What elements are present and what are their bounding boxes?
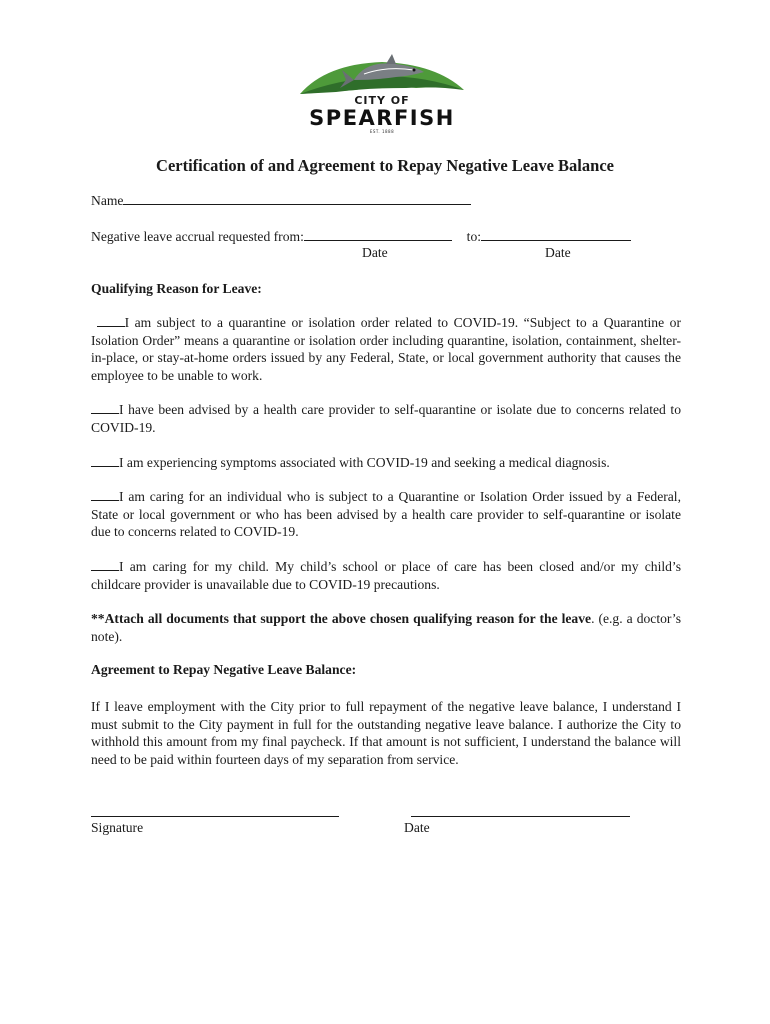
reason-checkbox-blank[interactable]: [97, 314, 125, 327]
accrual-label: Negative leave accrual requested from:: [91, 229, 304, 244]
reason-item: [91, 488, 681, 541]
logo-city-of: CITY OF: [354, 94, 410, 107]
agreement-heading: Agreement to Repay Negative Leave Balance:: [91, 662, 357, 677]
attach-note: [91, 610, 681, 645]
reason-item: [91, 558, 681, 593]
name-row: [91, 192, 471, 209]
reason-checkbox-blank[interactable]: [91, 488, 119, 501]
reason-item: [91, 401, 681, 436]
accrual-row: [91, 228, 631, 245]
reason-item: [91, 314, 681, 384]
from-date-caption: Date: [362, 245, 388, 260]
reason-checkbox-blank[interactable]: [91, 401, 119, 414]
reason-item: [91, 454, 681, 472]
accrual-from-date-field[interactable]: [304, 228, 452, 241]
reason-checkbox-blank[interactable]: [91, 454, 119, 467]
city-logo: [296, 50, 468, 136]
qualifying-heading: Qualifying Reason for Leave:: [91, 281, 262, 296]
reason-text: I am experiencing symptoms associated with COVID-19 and seeking a medical diagnosis.: [119, 455, 610, 470]
signature-date-field[interactable]: [411, 816, 630, 817]
accrual-to-date-field[interactable]: [481, 228, 631, 241]
attach-note-bold: **Attach all documents that support the above chosen qualifying reason for the leave: [91, 611, 592, 626]
attach-note-rest: . (e.g. a doctor’s note).: [91, 611, 681, 644]
agreement-text: If I leave employment with the City prior to full repayment of the negative leave balance, I understand I must submit to the City payment in full for the outstanding negative leave balance. I authorize the City to withhold this amount from my final paycheck. If that amount is not sufficient, I understand the balance will need to be paid within fourteen days of my separation from service.: [91, 699, 681, 767]
to-date-caption: Date: [545, 245, 571, 260]
reason-text: I am caring for an individual who is subject to a Quarantine or Isolation Order issued by a Federal, State or local government or who has been advised by a health care provider to self-quarantine or isolate due to concerns related to COVID-19.: [91, 489, 681, 539]
signature-date-label: Date: [404, 820, 430, 835]
hill-fish-icon: [296, 50, 468, 100]
reason-text: I am caring for my child. My child’s school or place of care has been closed and/or my child’s childcare provider is unavailable due to COVID-19 precautions.: [91, 559, 681, 592]
accrual-to-label: to:: [466, 229, 482, 244]
reason-checkbox-blank[interactable]: [91, 558, 119, 571]
logo-established: EST. 1888: [369, 129, 395, 134]
name-label: Name: [91, 193, 124, 208]
name-field[interactable]: [123, 192, 471, 205]
signature-field[interactable]: [91, 816, 339, 817]
logo-city-name: SPEARFISH: [309, 106, 455, 130]
reason-text: I am subject to a quarantine or isolation order related to COVID-19. “Subject to a Quarantine or Isolation Order” means a quarantine or isolation order including quarantine, isolation, containment, shelter-in-place, or stay-at-home orders issued by any Federal, State, or local government authority that causes the employee to be unable to work.: [91, 315, 682, 383]
form-title: Certification of and Agreement to Repay Negative Leave Balance: [156, 156, 614, 175]
signature-label: Signature: [91, 820, 144, 835]
reason-text: I have been advised by a health care provider to self-quarantine or isolate due to concerns related to COVID-19.: [91, 402, 681, 435]
